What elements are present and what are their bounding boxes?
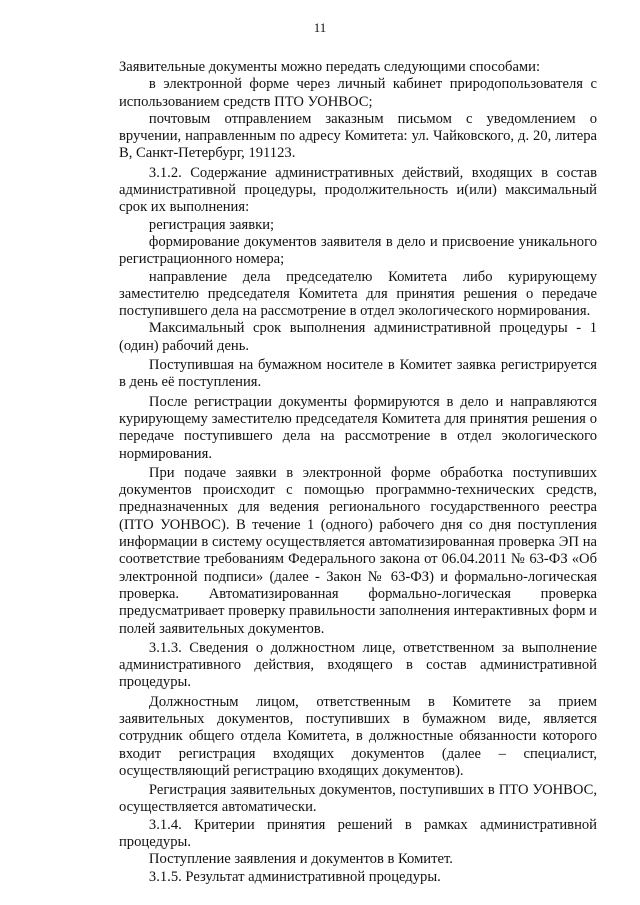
- paragraph-submission-methods: Заявительные документы можно передать следующими способами:: [119, 59, 541, 75]
- paragraph-section-3-1-3: 3.1.3. Сведения о должностном лице, ответственном за выполнение административного действия, входящего в состав административной процедуры.: [119, 639, 597, 691]
- document-body: [119, 59, 597, 886]
- paragraph-section-3-1-4: 3.1.4. Критерии принятия решений в рамках административной процедуры.: [119, 816, 597, 851]
- paragraph-receipt-of-application: Поступление заявления и документов в Комитет.: [148, 851, 453, 868]
- paragraph-electronic-processing: При подаче заявки в электронной форме обработка поступивших документов происходит с помощью программно-технических средств, предназначенных для ведения регионального государственного реестра (ПТО УОНВОС). В течение 1 (одного) рабочего дня со дня поступления информации в систему осуществляется автоматизированная проверка ЭП на соответствие требованиям Федерального закона от 06.04.2011 № 63-ФЗ «Об электронной подписи» (далее - Закон № 63-ФЗ) и формально-логическая проверка. Автоматизированная формально-логическая проверка предусматривает проверку правильности заполнения интерактивных форм и полей заявительных документов.: [119, 464, 597, 637]
- paragraph-automatic-registration: Регистрация заявительных документов, поступивших в ПТО УОНВОС, осуществляется автоматически.: [119, 782, 597, 816]
- paragraph-case-referral: направление дела председателю Комитета либо курирующему заместителю председателя Комитета для принятия решения о передаче поступившего дела на рассмотрение в отдел экологического нормирования.: [119, 268, 597, 320]
- paragraph-section-3-1-5: 3.1.5. Результат административной процедуры.: [148, 868, 441, 885]
- paragraph-paper-registration: Поступившая на бумажном носителе в Комитет заявка регистрируется в день её поступления.: [119, 357, 597, 391]
- paragraph-responsible-official: Должностным лицом, ответственным в Комитете за прием заявительных документов, поступивших в бумажном виде, является сотрудник общего отдела Комитета, в должностные обязанности которого входит регистрация входящих документов (далее – специалист, осуществляющий регистрацию входящих документов).: [119, 693, 597, 779]
- paragraph-electronic-form: в электронной форме через личный кабинет природопользователя с использованием средств ПТО УОНВОС;: [119, 76, 597, 110]
- paragraph-section-3-1-2: 3.1.2. Содержание административных действий, входящих в состав административной процедуры, продолжительность и(или) максимальный срок их выполнения:: [119, 164, 597, 216]
- page-number: 11: [313, 20, 327, 35]
- paragraph-case-formation: формирование документов заявителя в дело и присвоение уникального регистрационного номера;: [119, 233, 597, 268]
- paragraph-max-duration: Максимальный срок выполнения административной процедуры - 1 (один) рабочий день.: [119, 320, 597, 354]
- paragraph-after-registration: После регистрации документы формируются в дело и направляются курирующему заместителю председателя Комитета для принятия решения о передаче поступившего дела на рассмотрение в отдел экологического нормирования.: [119, 393, 597, 462]
- paragraph-postal-delivery: почтовым отправлением заказным письмом с уведомлением о вручении, направленным по адресу Комитета: ул. Чайковского, д. 20, литера В, Санкт-Петербург, 191123.: [119, 110, 597, 162]
- paragraph-registration: регистрация заявки;: [148, 216, 275, 233]
